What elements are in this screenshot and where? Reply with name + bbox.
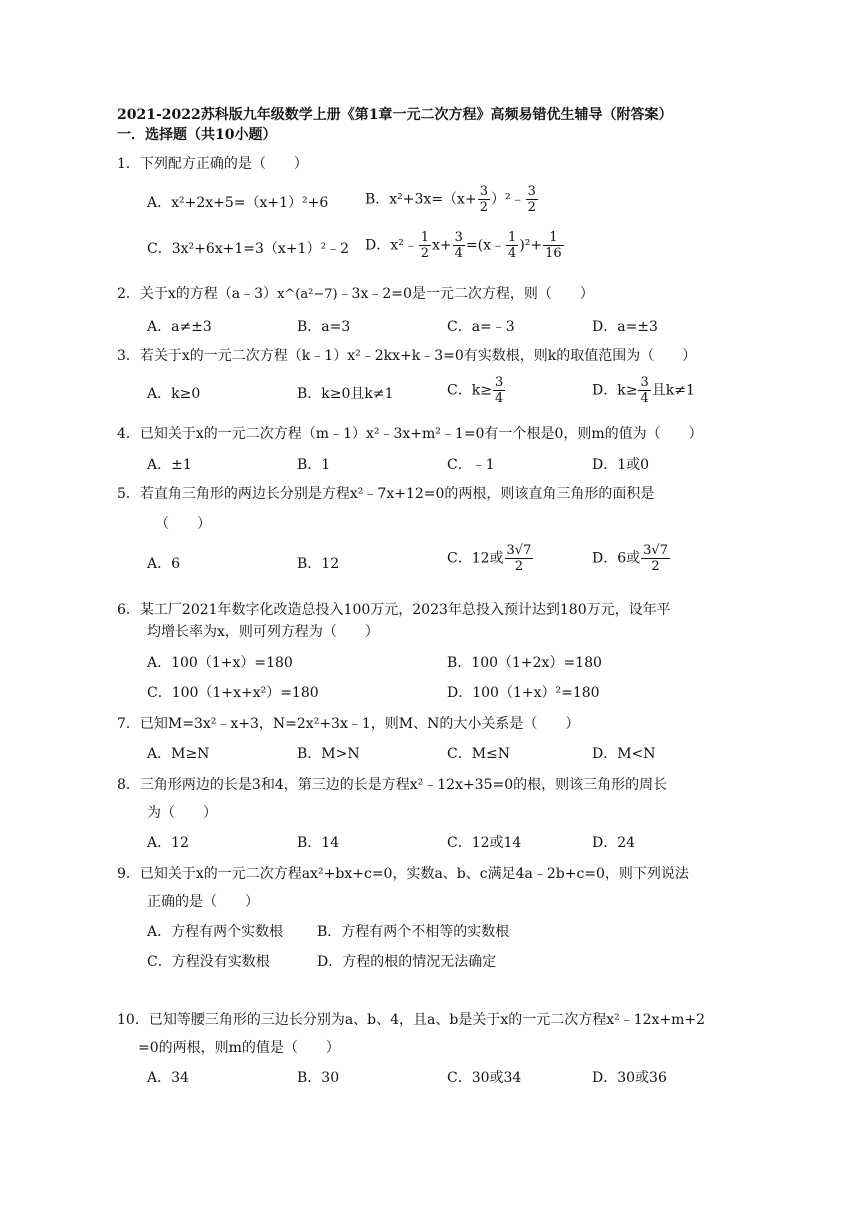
q6-option-a: A．100（1+x）=180	[147, 655, 293, 671]
question-2-stem: 2．关于x的方程（a﹣3）x^(a²−7)﹣3x﹣2=0是一元二次方程，则（ ）	[117, 286, 594, 302]
fraction: $\frac{3}{4}$	[640, 375, 649, 406]
fraction: $\frac{1}{16}$	[545, 230, 562, 261]
fraction: $\frac{3√7}{2}$	[506, 543, 532, 574]
q7-option-b: B．M>N	[297, 746, 360, 762]
q2-option-b: B．a=3	[297, 319, 351, 335]
question-9-stem-line2: 正确的是（ ）	[147, 894, 259, 910]
q7-option-d: D．M<N	[592, 746, 656, 762]
q3-option-b: B．k≥0且k≠1	[297, 386, 394, 402]
fraction: $\frac{3}{2}$	[479, 184, 488, 215]
q10-option-b: B．30	[297, 1070, 340, 1086]
question-8-stem-line1: 8．三角形两边的长是3和4，第三边的长是方程x²﹣12x+35=0的根，则该三角形的周长	[117, 777, 668, 793]
q5-option-d: D．6或 $\frac{3√7}{2}$	[592, 543, 668, 574]
section-heading: 一．选择题（共10小题）	[117, 127, 277, 143]
q3-option-d: D．k≥ $\frac{3}{4}$ 且k≠1	[592, 375, 695, 406]
q8-option-d: D．24	[592, 835, 636, 851]
question-5-stem-line1: 5．若直角三角形的两边长分别是方程x²﹣7x+12=0的两根，则该直角三角形的面积是	[117, 486, 655, 502]
q5-option-a: A．6	[147, 556, 181, 572]
question-6-stem-line1: 6．某工厂2021年数字化改造总投入100万元，2023年总投入预计达到180万元，设年平	[117, 602, 671, 618]
question-9-stem-line1: 9．已知关于x的一元二次方程ax²+bx+c=0，实数a、b、c满足4a﹣2b+c=0，则下列说法	[117, 866, 689, 882]
fraction: $\frac{1}{4}$	[508, 230, 517, 261]
q8-option-c: C．12或14	[447, 835, 522, 851]
q2-option-c: C．a=﹣3	[447, 319, 515, 335]
q3-option-c: C．k≥ $\frac{3}{4}$	[447, 375, 504, 406]
q2-option-d: D．a=±3	[592, 319, 658, 335]
question-8-stem-line2: 为（ ）	[147, 805, 217, 821]
question-5-stem-line2: （ ）	[155, 516, 211, 532]
q10-option-c: C．30或34	[447, 1070, 522, 1086]
q2-exponent-term: x^(a²−7)	[277, 287, 338, 302]
q1-option-a: A．x²+2x+5=（x+1）²+6	[147, 195, 329, 211]
question-10-stem-line1: 10．已知等腰三角形的三边长分别为a、b、4，且a、b是关于x的一元二次方程x²﹣12x+m+2	[117, 1012, 706, 1028]
q10-option-d: D．30或36	[592, 1070, 667, 1086]
q6-option-b: B．100（1+2x）=180	[447, 655, 602, 671]
q1-option-c: C．3x²+6x+1=3（x+1）²﹣2	[147, 241, 349, 257]
fraction: $\frac{3}{4}$	[454, 230, 463, 261]
q9-option-b: B．方程有两个不相等的实数根	[317, 924, 510, 940]
q4-option-a: A．±1	[147, 457, 192, 473]
q7-option-c: C．M≤N	[447, 746, 511, 762]
q7-option-a: A．M≥N	[147, 746, 210, 762]
q5-option-c: C．12或 $\frac{3√7}{2}$	[447, 543, 532, 574]
q6-option-d: D．100（1+x）²=180	[447, 685, 600, 701]
q9-option-d: D．方程的根的情况无法确定	[317, 954, 497, 970]
document-title: 2021-2022苏科版九年级数学上册《第1章一元二次方程》高频易错优生辅导（附答案）	[117, 107, 673, 123]
question-6-stem-line2: 均增长率为x，则可列方程为（ ）	[147, 624, 379, 640]
q8-option-b: B．14	[297, 835, 340, 851]
fraction: $\frac{3}{4}$	[494, 375, 504, 406]
fraction: $\frac{3√7}{2}$	[643, 543, 668, 574]
q6-option-c: C．100（1+x+x²）=180	[147, 685, 319, 701]
question-3-stem: 3．若关于x的一元二次方程（k﹣1）x²﹣2kx+k﹣3=0有实数根，则k的取值范围为（ ）	[117, 348, 697, 364]
fraction: $\frac{3}{2}$	[527, 184, 536, 215]
q1-option-d: D．x²﹣ $\frac{1}{2}$ x+ $\frac{3}{4}$ =(x﹣ $\frac{1}{4}$ )²+ $\frac{1}{16}$	[365, 230, 562, 261]
q4-option-d: D．1或0	[592, 457, 650, 473]
q10-option-a: A．34	[147, 1070, 189, 1086]
question-7-stem: 7．已知M=3x²﹣x+3，N=2x²+3x﹣1，则M、N的大小关系是（ ）	[117, 716, 580, 732]
q4-option-b: B．1	[297, 457, 331, 473]
q3-option-a: A．k≥0	[147, 386, 201, 402]
q5-option-b: B．12	[297, 556, 340, 572]
question-1-stem: 1．下列配方正确的是（ ）	[117, 156, 308, 172]
question-10-stem-line2: =0的两根，则m的值是（ ）	[138, 1040, 340, 1056]
q9-option-a: A．方程有两个实数根	[147, 924, 284, 940]
q2-option-a: A．a≠±3	[147, 319, 212, 335]
question-4-stem: 4．已知关于x的一元二次方程（m﹣1）x²﹣3x+m²﹣1=0有一个根是0，则m的值为（ ）	[117, 426, 703, 442]
q9-option-c: C．方程没有实数根	[147, 954, 270, 970]
fraction: $\frac{1}{2}$	[420, 230, 430, 261]
q1-option-b: B．x²+3x=（x+ $\frac{3}{2}$ ）²﹣ $\frac{3}{2}$	[365, 184, 536, 215]
q4-option-c: C．﹣1	[447, 457, 495, 473]
q8-option-a: A．12	[147, 835, 189, 851]
